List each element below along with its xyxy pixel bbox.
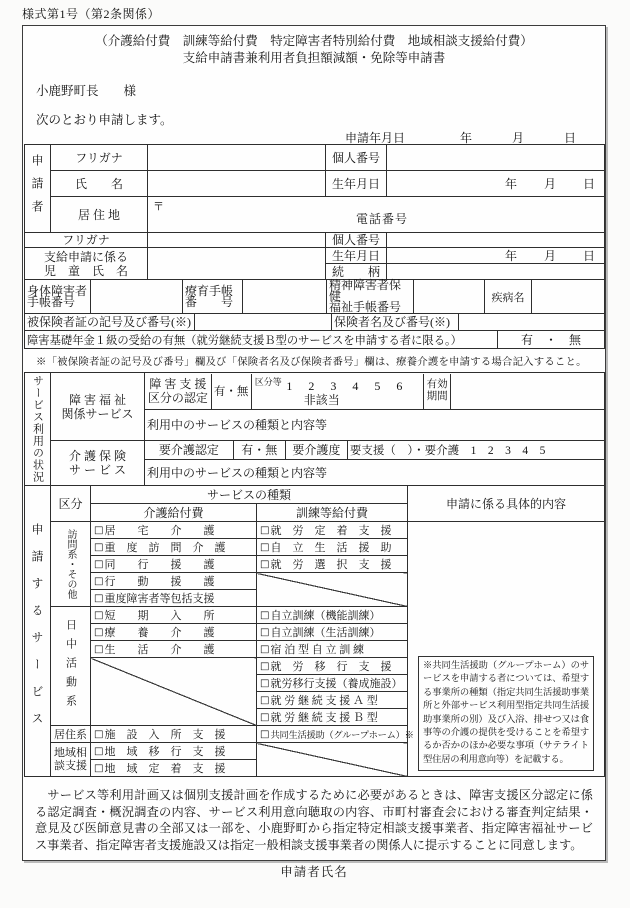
insured-card-table [24, 313, 605, 331]
applicant-signature-label: 申請者氏名 [280, 865, 348, 879]
service-option [257, 726, 414, 743]
services-table [24, 485, 605, 777]
service-option-label: 居 宅 介 護 [104, 525, 215, 537]
service-option-label: 自 立 生 活 援 助 [270, 542, 392, 554]
category-visit-label: 訪問系・その他 [51, 522, 91, 607]
form-titles [23, 26, 605, 67]
insurer-label: 保険者名及び番号(※) [332, 314, 459, 331]
service-option-label: 就 労 継 続 支 援 Ｂ 型 [270, 712, 378, 724]
application-date-label: 申請年月日 [344, 131, 405, 145]
addressee-honorific: 様 [123, 84, 137, 98]
checkbox-icon[interactable]: □ [260, 728, 270, 740]
applicant-personal-no-label: 個人番号 [326, 145, 387, 171]
care-cert-label: 要介護認定 [145, 441, 233, 459]
applicant-furigana-label: フリガナ [51, 145, 148, 171]
service-option-label: 同 行 援 護 [104, 559, 215, 571]
child-birth-field: 年 月 日 [387, 248, 605, 264]
checkbox-icon[interactable]: □ [260, 644, 270, 655]
form-subtitle: （介護給付費 訓練等給付費 特定障害者特別給付費 地域相談支援給付費） [95, 34, 533, 48]
detail-field [408, 522, 605, 777]
care-cert-options: 有・無 [233, 441, 285, 459]
consent-paragraph: サービス等利用計画又は個別支援計画を作成するために必要があるときは、障害支援区分認定に係る認定調査・概況調査の内容、サービス利用意向聴取の内容、市町村審査会における審査判定結果・意見及び医師意見書の全部又は一部を、小鹿野町から指定特定相談支援事業者、指定障害福祉サービス事業者、指定障害者支援施設又は指定一般相談支援事業者の関係人に提示することに同意します。 [35, 788, 593, 852]
insured-card-note: ※「被保険者証の記号及び番号」欄及び「保険者名及び保険者番号」欄は、療養介護を申請する場合記入すること。 [36, 357, 587, 368]
addressee-name: 小鹿野町長 [36, 84, 99, 98]
validity-period-field [451, 374, 604, 410]
child-name-field [148, 248, 326, 280]
applicant-address-field [148, 197, 605, 233]
service-option-label: 重 度 訪 問 介 護 [104, 542, 226, 554]
child-relation-label: 続 柄 [326, 264, 387, 280]
checkbox-icon[interactable]: □ [94, 576, 104, 587]
service-option-label: 重度障害者等包括支援 [104, 593, 215, 605]
insured-card-field [195, 314, 332, 331]
pension-options: 有 ・ 無 [498, 331, 605, 349]
group-home-note: ※共同生活援助（グループホーム）のサービスを申請する者については、希望する事業所の種類（指定共同生活援助事業所と外部サービス利用型指定共同生活援助事業所の別）及び入浴、排せつ又は食事等の介護の提供を受けることを希望するか否かのほか必要な事項（サテライト型住居の利用意向等）を記載する。 [418, 656, 594, 771]
checkbox-icon[interactable]: □ [260, 695, 270, 706]
handbook-table [24, 279, 605, 314]
service-option [257, 539, 408, 556]
checkbox-icon[interactable]: □ [260, 542, 270, 553]
checkbox-icon[interactable]: □ [260, 712, 270, 723]
mental-handbook-field [414, 280, 485, 314]
intro-line: 次のとおり申請します。 [36, 113, 173, 127]
service-option [257, 641, 408, 658]
service-option [257, 607, 408, 624]
service-option [91, 743, 257, 760]
service-option [91, 624, 257, 641]
service-option [91, 539, 257, 556]
pension-label: 障害基礎年金１級の受給の有無（就労継続支援Ｂ型のサービスを申請する者に限る。） [25, 331, 498, 349]
category-community-label: 地域相 談支援 [51, 743, 91, 777]
checkbox-icon[interactable]: □ [260, 525, 270, 536]
postal-mark: 〒 [153, 201, 164, 213]
service-option-label: 就 労 移 行 支 援 [270, 661, 392, 673]
applicant-birth-field: 年 月 日 [387, 171, 605, 197]
care-level-label: 要介護度 [285, 441, 347, 459]
support-category-cert-options: 有・無 [211, 374, 251, 410]
checkbox-icon[interactable]: □ [260, 559, 270, 570]
service-option [257, 692, 408, 709]
service-option-label: 就 労 選 択 支 援 [270, 559, 392, 571]
applicant-table [24, 144, 605, 233]
empty-diagonal-cell [257, 573, 408, 607]
kubun-mini-label: 区分等 [254, 376, 282, 387]
service-option-label: 就 労 継 続 支 援 Ａ 型 [270, 695, 378, 707]
checkbox-icon[interactable]: □ [94, 746, 104, 757]
physical-handbook-label: 身体障害者 手帳番号 [25, 280, 91, 314]
services-group-label: 申請するサービス [25, 486, 51, 777]
insurance-inuse-field: 利用中のサービスの種類と内容等 [145, 459, 604, 485]
care-insurance-label: 介 護 保 険 サ ー ビ ス [51, 441, 145, 486]
ryoiku-handbook-label: 療育手帳 番 号 [183, 280, 243, 314]
disease-label: 疾病名 [485, 280, 532, 314]
checkbox-icon[interactable]: □ [94, 559, 104, 570]
validity-period-label: 有効 期間 [424, 374, 451, 410]
form-title: 支給申請書兼利用者負担額減額・免除等申請書 [182, 51, 446, 65]
service-option [257, 675, 408, 692]
addressee-line [36, 81, 605, 99]
service-option [91, 607, 257, 624]
welfare-inuse-field: 利用中のサービスの種類と内容等 [145, 410, 604, 440]
support-category-levels [251, 374, 423, 410]
service-option [91, 590, 257, 607]
kubun-not-applicable: 非該当 [303, 392, 340, 407]
kaigo-benefit-header: 介護給付費 [91, 504, 257, 522]
child-furigana-label: フリガナ [25, 233, 148, 248]
checkbox-icon[interactable]: □ [260, 627, 270, 638]
service-option [257, 624, 408, 641]
insurer-field [459, 314, 605, 331]
checkbox-icon[interactable]: □ [94, 542, 104, 553]
service-option [257, 522, 408, 539]
services-kubun-header: 区分 [51, 486, 91, 522]
service-option-label: 就労移行支援（養成施設） [270, 678, 403, 690]
detail-header: 申請に係る具体的内容 [408, 486, 605, 522]
child-personal-no-label: 個人番号 [326, 233, 387, 248]
pension-table [24, 330, 605, 349]
service-type-header: サービスの種類 [91, 486, 408, 504]
service-option-label: 地 域 定 着 支 援 [104, 763, 226, 775]
service-option-label: 自立訓練（生活訓練） [270, 627, 381, 639]
checkbox-icon[interactable]: □ [94, 610, 104, 621]
empty-diagonal-cell [91, 658, 257, 726]
child-relation-field [387, 264, 605, 280]
service-option-label: 自立訓練（機能訓練） [270, 610, 381, 622]
applicant-furigana-field [148, 145, 326, 171]
checkbox-icon[interactable]: □ [94, 627, 104, 638]
service-option-label: 生 活 介 護 [104, 644, 215, 656]
category-daytime-label: 日中活動系 [51, 607, 91, 726]
child-name-label: 支給申請に係る 児 童 氏 名 [25, 248, 148, 280]
ryoiku-handbook-field [243, 280, 327, 314]
service-option [257, 709, 408, 726]
service-option [91, 641, 257, 658]
checkbox-icon[interactable]: □ [260, 610, 270, 621]
applicant-name-label: 氏 名 [51, 171, 148, 197]
applicant-birth-label: 生年月日 [326, 171, 387, 197]
child-birth-label: 生年月日 [326, 248, 387, 264]
physical-handbook-field [91, 280, 183, 314]
child-table [24, 232, 605, 280]
service-option-label: 短 期 入 所 [104, 610, 215, 622]
category-residence-label: 居住系 [51, 726, 91, 743]
service-option [91, 573, 257, 590]
applicant-address-label: 居 住 地 [51, 197, 148, 233]
service-option-label: 行 動 援 護 [104, 576, 215, 588]
application-date-row [23, 129, 605, 144]
service-option [257, 658, 408, 675]
service-option [91, 726, 257, 743]
applicant-personal-no-field [387, 145, 605, 171]
care-insurance-cells [145, 441, 605, 486]
disease-field [532, 280, 605, 314]
support-category-cert-label: 障 害 支 援 区分の認定 [145, 374, 211, 410]
empty-diagonal-cell [257, 743, 408, 777]
welfare-service-label: 障 害 福 祉 関係サービス [51, 373, 145, 441]
kubun-numbers: 1 2 3 4 5 6 [286, 378, 405, 393]
checkbox-icon[interactable]: □ [94, 525, 104, 536]
welfare-service-cells [145, 373, 605, 441]
service-option [91, 556, 257, 573]
service-option-label: 共同生活援助（グループホーム）※ [270, 730, 414, 741]
care-level-options: 要支援（ ）・要介護 1 2 3 4 5 [347, 441, 604, 459]
service-option-label: 療 養 介 護 [104, 627, 215, 639]
applicant-name-field [148, 171, 326, 197]
application-form-sheet [22, 25, 606, 879]
checkbox-icon[interactable]: □ [94, 644, 104, 655]
service-option [257, 556, 408, 573]
checkbox-icon[interactable]: □ [94, 729, 104, 740]
service-option-label: 施 設 入 所 支 援 [104, 729, 226, 741]
child-furigana-field [148, 233, 326, 248]
service-option [91, 760, 257, 777]
applicant-phone-label: 電話番号 [356, 212, 409, 226]
service-option-label: 地 域 移 行 支 援 [104, 746, 226, 758]
checkbox-icon[interactable]: □ [94, 763, 104, 774]
checkbox-icon[interactable]: □ [94, 593, 104, 604]
form-id-label: 様式第1号（第2条関係） [22, 7, 161, 21]
kunren-benefit-header: 訓練等給付費 [257, 504, 408, 522]
child-personal-no-field [387, 233, 605, 248]
insured-card-label: 被保険者証の記号及び番号(※) [25, 314, 195, 331]
service-usage-group-label: サービス利用の状況 [25, 373, 51, 486]
applicant-group-label: 申請者 [25, 145, 51, 233]
application-date-units: 年 月 日 [459, 131, 577, 145]
service-option-label: 就 労 定 着 支 援 [270, 525, 392, 537]
checkbox-icon[interactable]: □ [260, 661, 270, 672]
service-option-label: 宿 泊 型 自 立 訓 練 [270, 644, 364, 656]
checkbox-icon[interactable]: □ [260, 678, 270, 689]
service-usage-table [24, 372, 605, 486]
mental-handbook-label: 精神障害者保健 福祉手帳番号 [327, 280, 414, 314]
service-option [91, 522, 257, 539]
